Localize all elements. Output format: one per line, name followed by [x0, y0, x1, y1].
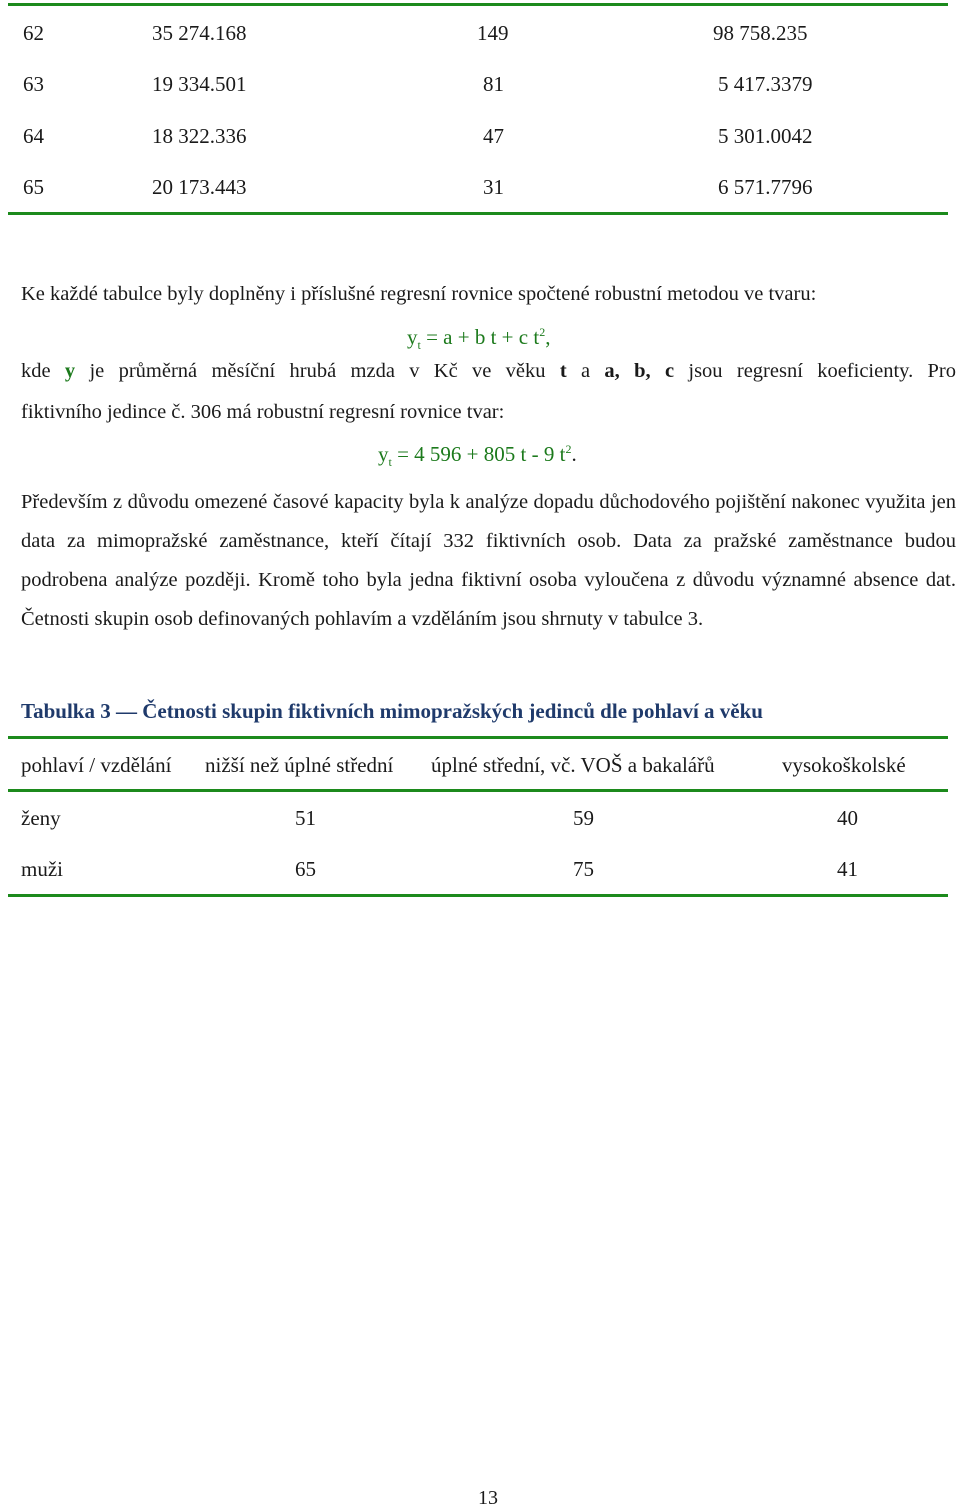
def-vars-abc: a, b, c [604, 360, 675, 382]
table3-header: pohlaví / vzdělání [21, 753, 172, 777]
table3-header: vysokoškolské [782, 753, 906, 777]
top-cell: 5 417.3379 [718, 72, 813, 96]
table3-caption: Tabulka 3 — Četnosti skupin fiktivních mimopražských jedinců dle pohlaví a věku [21, 699, 763, 723]
table3-cell: 41 [837, 857, 858, 881]
body-paragraph: Především z důvodu omezené časové kapacity byla k analýze dopadu důchodového pojištění nakonec využita jen data za mimopražské zaměstnance, kteří čítají 332 fiktivních osob. Data za pražské zaměstnance budou podrobena analýze později. Kromě toho byla jedna fiktivní osoba vyloučena z důvodu významné absence dat. Četnosti skupin osob definovaných pohlavím a vzděláním jsou shrnuty v tabulce 3. [21, 491, 956, 630]
intro-text: Ke každé tabulce byly doplněny i příslušné regresní rovnice spočtené robustní metodou ve tvaru: [21, 283, 817, 305]
top-cell: 149 [477, 21, 509, 45]
top-cell: 64 [23, 124, 44, 148]
def-text: je průměrná měsíční hrubá mzda v Kč ve věku [75, 360, 560, 382]
top-cell: 19 334.501 [152, 72, 247, 96]
table3-cell: 40 [837, 806, 858, 830]
table3-header: úplné střední, vč. VOŠ a bakalářů [431, 753, 715, 777]
eq1-tail: , [545, 325, 551, 349]
eq2-tail: . [571, 442, 577, 466]
definition-line-2: fiktivního jedince č. 306 má robustní regresní rovnice tvar: [21, 401, 505, 423]
table3-cell: 59 [573, 806, 594, 830]
top-cell: 63 [23, 72, 44, 96]
top-cell: 31 [483, 175, 504, 199]
table3-cell: 51 [295, 806, 316, 830]
def-text: jsou regresní koeficienty. Pro [674, 360, 957, 382]
table3-header-rule [8, 789, 948, 792]
table3-top-rule [8, 736, 948, 739]
top-cell: 6 571.7796 [718, 175, 813, 199]
eq1-rhs: = a + b t + c t [420, 325, 540, 349]
top-cell: 18 322.336 [152, 124, 247, 148]
page-number: 13 [478, 1487, 498, 1509]
top-table-bottom-rule [8, 212, 948, 215]
table3-cell: muži [21, 857, 63, 881]
top-cell: 81 [483, 72, 504, 96]
table3-bottom-rule [8, 894, 948, 897]
def-var-y: y [64, 360, 76, 382]
eq2-rhs: = 4 596 + 805 t - 9 t [391, 442, 566, 466]
individual-equation [378, 437, 577, 474]
eq2-sub: t [388, 455, 392, 470]
def-text: a [566, 360, 605, 382]
definition-line [21, 352, 956, 391]
eq1-sup: 2 [539, 325, 546, 339]
def-text: kde [21, 360, 65, 382]
eq2-sup: 2 [565, 442, 572, 456]
top-cell: 20 173.443 [152, 175, 247, 199]
eq1-sub: t [417, 338, 421, 353]
def-var-t: t [559, 360, 567, 382]
table3-cell: 65 [295, 857, 316, 881]
table3-header: nižší než úplné střední [205, 753, 394, 777]
top-cell: 5 301.0042 [718, 124, 813, 148]
table3-cell: 75 [573, 857, 594, 881]
top-table-top-rule [8, 3, 948, 6]
top-cell: 62 [23, 21, 44, 45]
top-cell: 98 758.235 [713, 21, 808, 45]
top-cell: 35 274.168 [152, 21, 247, 45]
table3-cell: ženy [21, 806, 61, 830]
eq1-lhs: y [407, 325, 418, 349]
top-cell: 65 [23, 175, 44, 199]
top-cell: 47 [483, 124, 504, 148]
eq2-lhs: y [378, 442, 389, 466]
